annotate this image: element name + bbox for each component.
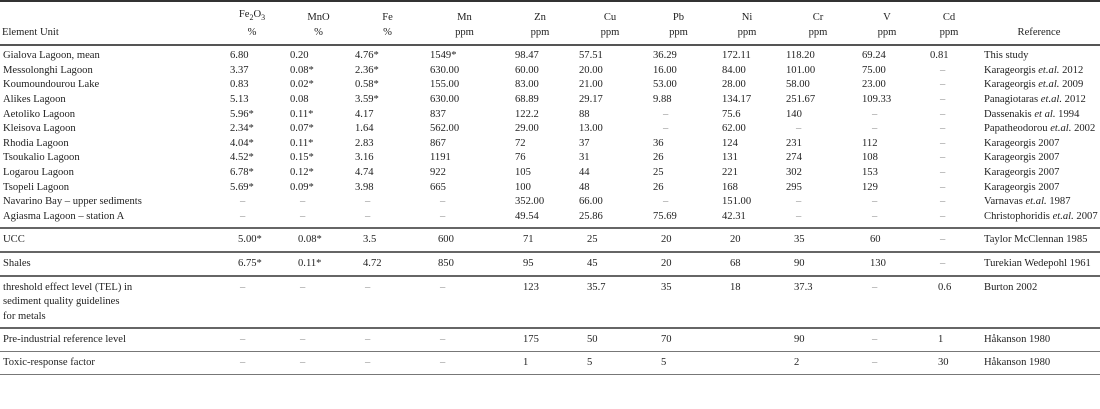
- cell-fe: 4.74: [355, 167, 374, 179]
- cell-pb: –: [663, 196, 669, 208]
- cell-cd: 0.6: [920, 276, 978, 329]
- row-name: UCC: [0, 228, 218, 252]
- cell-v: 60: [854, 228, 920, 252]
- cell-pb: 26: [653, 181, 664, 193]
- cell-cu: 29.17: [579, 94, 603, 106]
- cell-pb: 75.69: [653, 210, 677, 222]
- cell-cd: –: [940, 123, 946, 135]
- row-name: Shales: [0, 252, 218, 276]
- cell-cr: 251.67: [786, 94, 816, 106]
- cell-v: –: [872, 123, 878, 135]
- reference-row: [0, 276, 1100, 329]
- cell-fe2o3: 5.13: [230, 94, 249, 106]
- header-ni: Ni ppm: [712, 1, 782, 45]
- table-row: [0, 166, 1100, 181]
- cell-mno: 0.08*: [286, 228, 351, 252]
- cell-cu: 50: [575, 328, 645, 351]
- cell-cr: 2: [782, 351, 854, 374]
- cell-cr: –: [796, 210, 802, 222]
- cell-fe2o3: 6.80: [230, 50, 249, 62]
- reference-cell: [978, 64, 1100, 79]
- cell-fe: 3.16: [355, 152, 374, 164]
- reference-etal: et.al.: [1050, 123, 1072, 135]
- cell-zn: 49.54: [515, 210, 539, 222]
- header-mn: Mn ppm: [424, 1, 505, 45]
- header-zn: Zn ppm: [505, 1, 575, 45]
- cell-fe2o3: 4.52*: [230, 152, 254, 164]
- reference-cell: [978, 108, 1100, 123]
- cell-cr: 37.3: [782, 276, 854, 329]
- cell-cr: 90: [782, 252, 854, 276]
- cell-mn: 837: [430, 108, 446, 120]
- header-pb: Pb ppm: [645, 1, 712, 45]
- cell-v: –: [872, 108, 878, 120]
- reference-cell: [978, 166, 1100, 181]
- cell-mn: 630.00: [430, 94, 460, 106]
- cell-fe: –: [351, 276, 424, 329]
- cell-zn: 123: [505, 276, 575, 329]
- reference-cell: [978, 195, 1100, 210]
- cell-mno: 0.07*: [290, 123, 314, 135]
- cell-fe: –: [351, 351, 424, 374]
- reference-author: Karageorgis 2007: [984, 137, 1060, 149]
- table-row: [0, 210, 1100, 229]
- header-cr: Cr ppm: [782, 1, 854, 45]
- cell-zn: 71: [505, 228, 575, 252]
- header-element-unit: Element Unit: [0, 1, 218, 45]
- cell-mno: –: [286, 351, 351, 374]
- reference-author: Papatheodorou: [984, 123, 1048, 135]
- reference-author: Karageorgis: [984, 79, 1036, 91]
- cell-ni: 168: [722, 181, 738, 193]
- header-reference: Reference: [978, 1, 1100, 45]
- cell-v: 23.00: [862, 79, 886, 91]
- reference-row: [0, 252, 1100, 276]
- row-name: Navarino Bay – upper sediments: [3, 196, 142, 208]
- cell-v: 75.00: [862, 64, 886, 76]
- cell-cd: –: [940, 137, 946, 149]
- cell-zn: 83.00: [515, 79, 539, 91]
- reference-cell: Håkanson 1980: [978, 328, 1100, 351]
- reference-cell: Turekian Wedepohl 1961: [978, 252, 1100, 276]
- cell-v: 130: [854, 252, 920, 276]
- cell-cd: –: [940, 94, 946, 106]
- cell-mno: –: [300, 210, 306, 222]
- cell-fe2o3: 6.78*: [230, 167, 254, 179]
- cell-fe2o3: 6.75*: [218, 252, 286, 276]
- cell-zn: 68.89: [515, 94, 539, 106]
- row-name: Alikes Lagoon: [3, 94, 66, 106]
- cell-pb: –: [663, 123, 669, 135]
- cell-pb: 25: [653, 167, 664, 179]
- reference-cell: [978, 151, 1100, 166]
- table-row: [0, 122, 1100, 137]
- cell-mn: 562.00: [430, 123, 460, 135]
- reference-author: Karageorgis: [984, 64, 1036, 76]
- reference-year: 2009: [1062, 79, 1084, 91]
- cell-mno: 0.11*: [290, 137, 314, 149]
- row-name-line: sediment quality guidelines: [3, 296, 120, 308]
- cell-pb: 20: [645, 228, 712, 252]
- cell-zn: 122.2: [515, 108, 539, 120]
- reference-rows: [0, 228, 1100, 374]
- cell-cd: –: [920, 228, 978, 252]
- cell-ni: 42.31: [722, 210, 746, 222]
- cell-v: 108: [862, 152, 878, 164]
- header-mno: MnO %: [286, 1, 351, 45]
- cell-v: 69.24: [862, 50, 886, 62]
- cell-cu: 45: [575, 252, 645, 276]
- row-name-line: for metals: [3, 310, 46, 322]
- reference-author: Karageorgis 2007: [984, 167, 1060, 179]
- cell-cr: 302: [786, 167, 802, 179]
- cell-v: 112: [862, 137, 878, 149]
- row-name: Rhodia Lagoon: [3, 137, 69, 149]
- cell-cd: 0.81: [930, 50, 949, 62]
- table-row: [0, 181, 1100, 196]
- cell-zn: 175: [505, 328, 575, 351]
- cell-mno: 0.12*: [290, 167, 314, 179]
- cell-pb: 20: [645, 252, 712, 276]
- cell-mn: 1191: [430, 152, 451, 164]
- reference-author: Christophoridis: [984, 210, 1050, 222]
- cell-fe2o3: 5.96*: [230, 108, 254, 120]
- cell-cr: 231: [786, 137, 802, 149]
- cell-ni: 28.00: [722, 79, 746, 91]
- reference-etal: et al.: [1034, 108, 1056, 120]
- cell-pb: 16.00: [653, 64, 677, 76]
- cell-cu: 48: [579, 181, 590, 193]
- row-name: Toxic-response factor: [0, 351, 218, 374]
- cell-cd: 30: [920, 351, 978, 374]
- reference-etal: et.al.: [1052, 210, 1074, 222]
- cell-ni: 131: [722, 152, 738, 164]
- row-name: [0, 276, 218, 329]
- cell-mn: 1549*: [430, 50, 457, 62]
- cell-zn: 1: [505, 351, 575, 374]
- cell-mn: –: [424, 351, 505, 374]
- cell-mn: –: [440, 196, 446, 208]
- cell-cu: 66.00: [579, 196, 603, 208]
- cell-mno: 0.08: [290, 94, 309, 106]
- cell-cu: 5: [575, 351, 645, 374]
- cell-pb: 53.00: [653, 79, 677, 91]
- cell-fe2o3: –: [240, 196, 246, 208]
- cell-cd: –: [940, 167, 946, 179]
- cell-fe2o3: 0.83: [230, 79, 249, 91]
- cell-zn: 76: [515, 152, 526, 164]
- cell-cr: 140: [786, 108, 802, 120]
- study-rows: [0, 45, 1100, 228]
- reference-row: [0, 228, 1100, 252]
- cell-cu: 20.00: [579, 64, 603, 76]
- reference-cell: Håkanson 1980: [978, 351, 1100, 374]
- cell-mn: 867: [430, 137, 446, 149]
- reference-year: 2012: [1064, 94, 1086, 106]
- cell-fe: 3.59*: [355, 94, 379, 106]
- cell-fe: 3.98: [355, 181, 374, 193]
- cell-mn: 922: [430, 167, 446, 179]
- cell-zn: 72: [515, 137, 526, 149]
- cell-mn: 665: [430, 181, 446, 193]
- row-name-line: threshold effect level (TEL) in: [3, 281, 133, 293]
- reference-year: 2007: [1076, 210, 1098, 222]
- header-cd: Cd ppm: [920, 1, 978, 45]
- cell-fe2o3: –: [218, 351, 286, 374]
- cell-ni: 221: [722, 167, 738, 179]
- cell-cu: 31: [579, 152, 590, 164]
- reference-cell: [978, 137, 1100, 152]
- reference-author: Panagiotaras: [984, 94, 1039, 106]
- cell-mn: –: [440, 210, 446, 222]
- cell-ni: 68: [712, 252, 782, 276]
- cell-cr: –: [796, 123, 802, 135]
- reference-etal: et.al.: [1038, 79, 1060, 91]
- cell-cr: 295: [786, 181, 802, 193]
- row-name: Messolonghi Lagoon: [3, 64, 93, 76]
- table-row: [0, 151, 1100, 166]
- cell-fe: 4.17: [355, 108, 374, 120]
- table-header-row: [0, 1, 1100, 45]
- cell-cu: 57.51: [579, 50, 603, 62]
- cell-fe2o3: 3.37: [230, 64, 249, 76]
- table-row: [0, 78, 1100, 93]
- cell-cd: –: [940, 181, 946, 193]
- cell-zn: 352.00: [515, 196, 545, 208]
- row-name: Kleisova Lagoon: [3, 123, 76, 135]
- cell-mno: –: [300, 196, 306, 208]
- header-fe: Fe %: [351, 1, 424, 45]
- cell-v: –: [872, 210, 878, 222]
- cell-v: –: [854, 328, 920, 351]
- row-name: Tsoukalio Lagoon: [3, 152, 80, 164]
- cell-fe: 1.64: [355, 123, 374, 135]
- reference-etal: et.al.: [1040, 94, 1062, 106]
- cell-fe: 2.83: [355, 137, 374, 149]
- cell-fe: –: [365, 210, 371, 222]
- cell-pb: 35: [645, 276, 712, 329]
- table-row: [0, 45, 1100, 64]
- cell-mno: –: [286, 328, 351, 351]
- cell-mno: 0.20: [290, 50, 309, 62]
- cell-v: –: [854, 351, 920, 374]
- table-row: [0, 195, 1100, 210]
- cell-zn: 60.00: [515, 64, 539, 76]
- reference-cell: Burton 2002: [978, 276, 1100, 329]
- reference-cell: [978, 122, 1100, 137]
- reference-year: 2002: [1074, 123, 1096, 135]
- cell-v: 129: [862, 181, 878, 193]
- cell-ni: 84.00: [722, 64, 746, 76]
- row-name: Tsopeli Lagoon: [3, 181, 70, 193]
- cell-fe2o3: 2.34*: [230, 123, 254, 135]
- cell-fe: 3.5: [351, 228, 424, 252]
- cell-mn: 600: [424, 228, 505, 252]
- reference-author: Karageorgis 2007: [984, 181, 1060, 193]
- cell-cd: –: [940, 108, 946, 120]
- cell-cd: –: [920, 252, 978, 276]
- cell-cu: 37: [579, 137, 590, 149]
- cell-mn: 155.00: [430, 79, 460, 91]
- cell-cu: 21.00: [579, 79, 603, 91]
- cell-ni: 20: [712, 228, 782, 252]
- reference-author: Dassenakis: [984, 108, 1032, 120]
- cell-cu: 88: [579, 108, 590, 120]
- table-row: [0, 93, 1100, 108]
- cell-mn: –: [424, 276, 505, 329]
- cell-ni: 134.17: [722, 94, 752, 106]
- cell-pb: 36: [653, 137, 664, 149]
- reference-year: 2012: [1062, 64, 1084, 76]
- cell-cu: 25: [575, 228, 645, 252]
- cell-fe2o3: 5.69*: [230, 181, 254, 193]
- cell-zn: 100: [515, 181, 531, 193]
- cell-mno: 0.15*: [290, 152, 314, 164]
- cell-ni: 75.6: [722, 108, 741, 120]
- cell-pb: 70: [645, 328, 712, 351]
- cell-fe2o3: 4.04*: [230, 137, 254, 149]
- cell-zn: 105: [515, 167, 531, 179]
- reference-year: 1994: [1058, 108, 1080, 120]
- cell-cr: 35: [782, 228, 854, 252]
- cell-cr: –: [796, 196, 802, 208]
- row-name: Aetoliko Lagoon: [3, 108, 76, 120]
- cell-cd: –: [940, 79, 946, 91]
- header-fe2o3: $Fe_2O_3$ %: [218, 1, 286, 45]
- cell-ni: 18: [712, 276, 782, 329]
- cell-cu: 44: [579, 167, 590, 179]
- reference-year: 1987: [1049, 196, 1071, 208]
- header-cu: Cu ppm: [575, 1, 645, 45]
- cell-v: 109.33: [862, 94, 892, 106]
- reference-cell: Taylor McClennan 1985: [978, 228, 1100, 252]
- cell-cd: –: [940, 210, 946, 222]
- table-row: [0, 137, 1100, 152]
- reference-cell: [978, 210, 1100, 229]
- cell-v: 153: [862, 167, 878, 179]
- cell-pb: 9.88: [653, 94, 672, 106]
- cell-mno: 0.02*: [290, 79, 314, 91]
- reference-cell: [978, 181, 1100, 196]
- cell-fe: –: [351, 328, 424, 351]
- cell-cr: 274: [786, 152, 802, 164]
- cell-fe: 0.58*: [355, 79, 379, 91]
- cell-zn: 29.00: [515, 123, 539, 135]
- cell-fe2o3: 5.00*: [218, 228, 286, 252]
- row-name: Logarou Lagoon: [3, 167, 74, 179]
- cell-cd: –: [940, 152, 946, 164]
- reference-row: [0, 351, 1100, 374]
- cell-cr: 118.20: [786, 50, 815, 62]
- row-name: Agiasma Lagoon – station A: [3, 210, 125, 222]
- cell-mn: –: [424, 328, 505, 351]
- reference-cell: [978, 78, 1100, 93]
- cell-cr: 101.00: [786, 64, 816, 76]
- cell-fe: 4.76*: [355, 50, 379, 62]
- cell-ni: [712, 328, 782, 351]
- cell-ni: 62.00: [722, 123, 746, 135]
- table-row: [0, 64, 1100, 79]
- cell-mno: 0.09*: [290, 181, 314, 193]
- cell-fe: –: [365, 196, 371, 208]
- reference-row: [0, 328, 1100, 351]
- reference-author: Karageorgis 2007: [984, 152, 1060, 164]
- cell-ni: 124: [722, 137, 738, 149]
- cell-fe2o3: –: [218, 276, 286, 329]
- reference-etal: et.al.: [1038, 64, 1060, 76]
- row-name: Gialova Lagoon, mean: [3, 50, 100, 62]
- cell-fe2o3: –: [218, 328, 286, 351]
- cell-cu: 13.00: [579, 123, 603, 135]
- reference-etal: et.al.: [1025, 196, 1047, 208]
- cell-mno: 0.11*: [290, 108, 314, 120]
- cell-cu: 35.7: [575, 276, 645, 329]
- cell-mno: –: [286, 276, 351, 329]
- cell-v: –: [872, 196, 878, 208]
- cell-cd: –: [940, 64, 946, 76]
- cell-ni: [712, 351, 782, 374]
- cell-ni: 172.11: [722, 50, 751, 62]
- reference-cell: [978, 93, 1100, 108]
- cell-cr: 90: [782, 328, 854, 351]
- reference-cell: [978, 45, 1100, 64]
- cell-cd: 1: [920, 328, 978, 351]
- row-name: Koumoundourou Lake: [3, 79, 100, 91]
- cell-pb: –: [663, 108, 669, 120]
- table-row: [0, 108, 1100, 123]
- cell-mno: 0.11*: [286, 252, 351, 276]
- cell-mn: 630.00: [430, 64, 460, 76]
- cell-ni: 151.00: [722, 196, 752, 208]
- cell-cd: –: [940, 196, 946, 208]
- cell-pb: 5: [645, 351, 712, 374]
- cell-fe2o3: –: [240, 210, 246, 222]
- cell-zn: 98.47: [515, 50, 539, 62]
- reference-author: This study: [984, 50, 1029, 62]
- header-v: V ppm: [854, 1, 920, 45]
- cell-cu: 25.86: [579, 210, 603, 222]
- cell-zn: 95: [505, 252, 575, 276]
- cell-fe: 2.36*: [355, 64, 379, 76]
- cell-mn: 850: [424, 252, 505, 276]
- cell-mno: 0.08*: [290, 64, 314, 76]
- reference-author: Varnavas: [984, 196, 1023, 208]
- row-name: Pre-industrial reference level: [0, 328, 218, 351]
- cell-v: –: [854, 276, 920, 329]
- cell-pb: 36.29: [653, 50, 677, 62]
- cell-fe: 4.72: [351, 252, 424, 276]
- cell-cr: 58.00: [786, 79, 810, 91]
- cell-pb: 26: [653, 152, 664, 164]
